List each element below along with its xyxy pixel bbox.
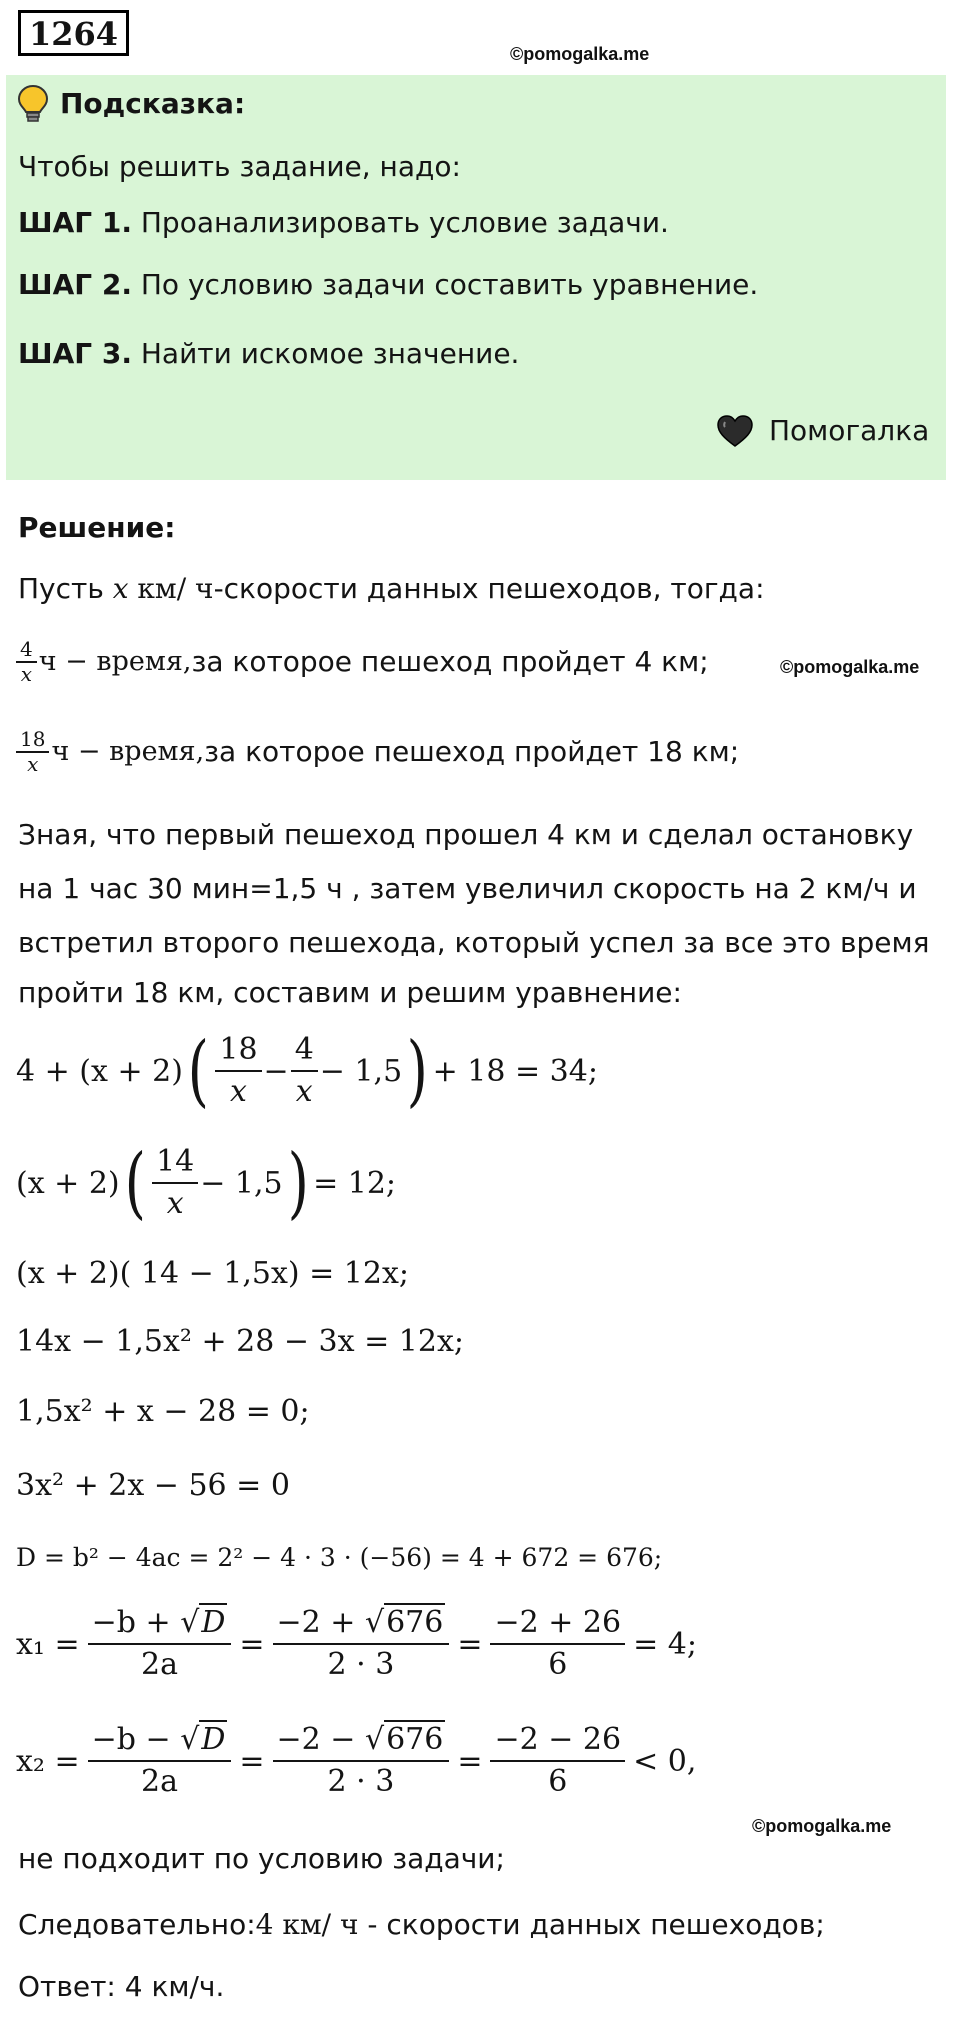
discriminant: D = b² − 4ac = 2² − 4 · 3 · (−56) = 4 + 672 = 676;	[16, 1543, 663, 1572]
x2-frac2-num: −2 − √676	[273, 1720, 450, 1762]
equation-3: (x + 2)( 14 − 1,5x) = 12x;	[16, 1256, 409, 1291]
x1-frac2	[273, 1603, 450, 1685]
hint-step-1	[18, 206, 669, 240]
lightbulb-icon	[16, 84, 50, 124]
eq2-lparen: (	[124, 1138, 146, 1228]
let-line	[18, 572, 765, 606]
eq1-frac2-den: x	[295, 1074, 313, 1109]
step-3-label: ШАГ 3.	[18, 337, 132, 370]
time1-den: x	[20, 662, 32, 686]
eq2-b: − 1,5	[200, 1165, 283, 1201]
x1-frac3-num: −2 + 26	[490, 1603, 625, 1645]
time1-fraction	[16, 638, 37, 686]
task-number: 1264	[18, 10, 129, 56]
let-unit: км/ ч	[128, 572, 214, 605]
not-fit-line: не подходит по условию задачи;	[18, 1842, 505, 1875]
x1-frac1	[88, 1603, 232, 1685]
time-line-2	[14, 728, 739, 776]
eq1-a: 4 + (x + 2)	[16, 1053, 183, 1089]
time2-fraction	[16, 728, 49, 776]
eq1-c: + 18 = 34;	[432, 1053, 598, 1089]
heart-icon	[716, 414, 754, 448]
x1-frac2-den: 2 · 3	[327, 1647, 395, 1682]
x2-end: < 0,	[633, 1743, 697, 1779]
eq2-frac	[152, 1142, 198, 1224]
paragraph-line-3: встретил второго пешехода, который успел за все это время	[18, 926, 930, 959]
x2-frac1	[88, 1720, 232, 1802]
paragraph-line-2: на 1 час 30 мин=1,5 ч , затем увеличил скорость на 2 км/ч и	[18, 872, 917, 905]
eq1-rparen: )	[406, 1026, 429, 1116]
x2-frac1-den: 2a	[141, 1764, 178, 1799]
x2-frac2-num-sqrt: 676	[386, 1722, 444, 1757]
root-x1	[16, 1603, 697, 1685]
eq1-frac2	[291, 1030, 318, 1112]
hint-step-2	[18, 268, 758, 302]
eq2-rparen: )	[287, 1138, 309, 1228]
eq1-frac2-num: 4	[291, 1030, 318, 1072]
x2-eq: =	[239, 1743, 265, 1779]
equation-2	[16, 1138, 397, 1228]
answer-line: Ответ: 4 км/ч.	[18, 1970, 225, 2003]
time2-unit: ч − время,	[51, 736, 205, 767]
x2-frac1-num-sqrt: D	[201, 1722, 226, 1757]
hint-intro: Чтобы решить задание, надо:	[18, 150, 461, 183]
x1-frac2-num: −2 + √676	[273, 1603, 450, 1645]
root-x2	[16, 1720, 696, 1802]
x2-eq2: =	[457, 1743, 483, 1779]
x1-lhs: x₁ =	[16, 1626, 80, 1662]
watermark-top: ©pomogalka.me	[510, 44, 650, 64]
x1-end: = 4;	[633, 1626, 697, 1662]
conclusion-value: 4 км/ ч	[255, 1908, 359, 1941]
eq1-minus: −	[263, 1053, 289, 1089]
eq1-frac1-num: 18	[215, 1030, 261, 1072]
watermark-bottom: ©pomogalka.me	[752, 1816, 892, 1836]
eq2-a: (x + 2)	[16, 1165, 120, 1201]
paragraph-line-1: Зная, что первый пешеход прошел 4 км и сделал остановку	[18, 818, 914, 851]
x1-frac1-num: −b + √D	[88, 1603, 232, 1645]
time-line-1	[14, 638, 709, 686]
x2-frac3-num: −2 − 26	[490, 1720, 625, 1762]
brand-label: Помогалка	[769, 414, 930, 447]
x1-frac2-num-sqrt: 676	[386, 1605, 444, 1640]
x2-frac3-den: 6	[548, 1764, 568, 1799]
x1-frac3	[490, 1603, 625, 1685]
x2-lhs: x₂ =	[16, 1743, 80, 1779]
x2-frac3	[490, 1720, 625, 1802]
x1-eq2: =	[457, 1626, 483, 1662]
paragraph-line-4: пройти 18 км, составим и решим уравнение:	[18, 976, 682, 1009]
x1-frac1-den: 2a	[141, 1647, 178, 1682]
eq2-frac-den: x	[166, 1186, 184, 1221]
eq1-frac1-den: x	[229, 1074, 247, 1109]
conclusion-pre: Следовательно:	[18, 1908, 256, 1941]
conclusion-post: - скорости данных пешеходов;	[358, 1908, 825, 1941]
x1-frac1-num-sqrt: D	[201, 1605, 226, 1640]
equation-6: 3x² + 2x − 56 = 0	[16, 1468, 290, 1503]
x2-frac2-den: 2 · 3	[327, 1764, 395, 1799]
eq1-lparen: (	[187, 1026, 209, 1116]
let-var: x	[112, 572, 129, 605]
hint-title: Подсказка:	[60, 87, 246, 120]
eq2-frac-num: 14	[152, 1142, 198, 1184]
eq1-b: − 1,5	[319, 1053, 403, 1089]
watermark-middle: ©pomogalka.me	[780, 657, 920, 677]
eq1-frac1	[215, 1030, 261, 1112]
hint-step-3	[18, 337, 519, 371]
time2-num: 18	[16, 728, 49, 753]
time1-text: за которое пешеход пройдет 4 км;	[191, 645, 709, 678]
x2-frac1-num-a: −b −	[91, 1722, 181, 1757]
step-1-label: ШАГ 1.	[18, 206, 132, 239]
x2-frac2	[273, 1720, 450, 1802]
step-2-text: По условию задачи составить уравнение.	[131, 268, 759, 301]
equation-1	[16, 1026, 598, 1116]
step-3-text: Найти искомое значение.	[131, 337, 520, 370]
let-post: -скорости данных пешеходов, тогда:	[213, 572, 765, 605]
time2-text: за которое пешеход пройдет 18 км;	[204, 735, 740, 768]
x1-frac2-num-a: −2 +	[276, 1605, 365, 1640]
solution-title: Решение:	[18, 511, 176, 544]
x1-frac3-den: 6	[548, 1647, 568, 1682]
x1-eq: =	[239, 1626, 265, 1662]
let-pre: Пусть	[18, 572, 113, 605]
time1-unit: ч − время,	[38, 646, 192, 677]
conclusion-line	[18, 1908, 825, 1942]
equation-4: 14x − 1,5x² + 28 − 3x = 12x;	[16, 1324, 464, 1359]
eq2-c: = 12;	[313, 1165, 397, 1201]
step-1-text: Проанализировать условие задачи.	[131, 206, 669, 239]
x2-frac2-num-a: −2 −	[276, 1722, 365, 1757]
time2-den: x	[27, 752, 39, 776]
time1-num: 4	[16, 638, 37, 663]
x2-frac1-num: −b − √D	[88, 1720, 232, 1762]
x1-frac1-num-a: −b +	[91, 1605, 181, 1640]
equation-5: 1,5x² + x − 28 = 0;	[16, 1394, 310, 1429]
step-2-label: ШАГ 2.	[18, 268, 132, 301]
